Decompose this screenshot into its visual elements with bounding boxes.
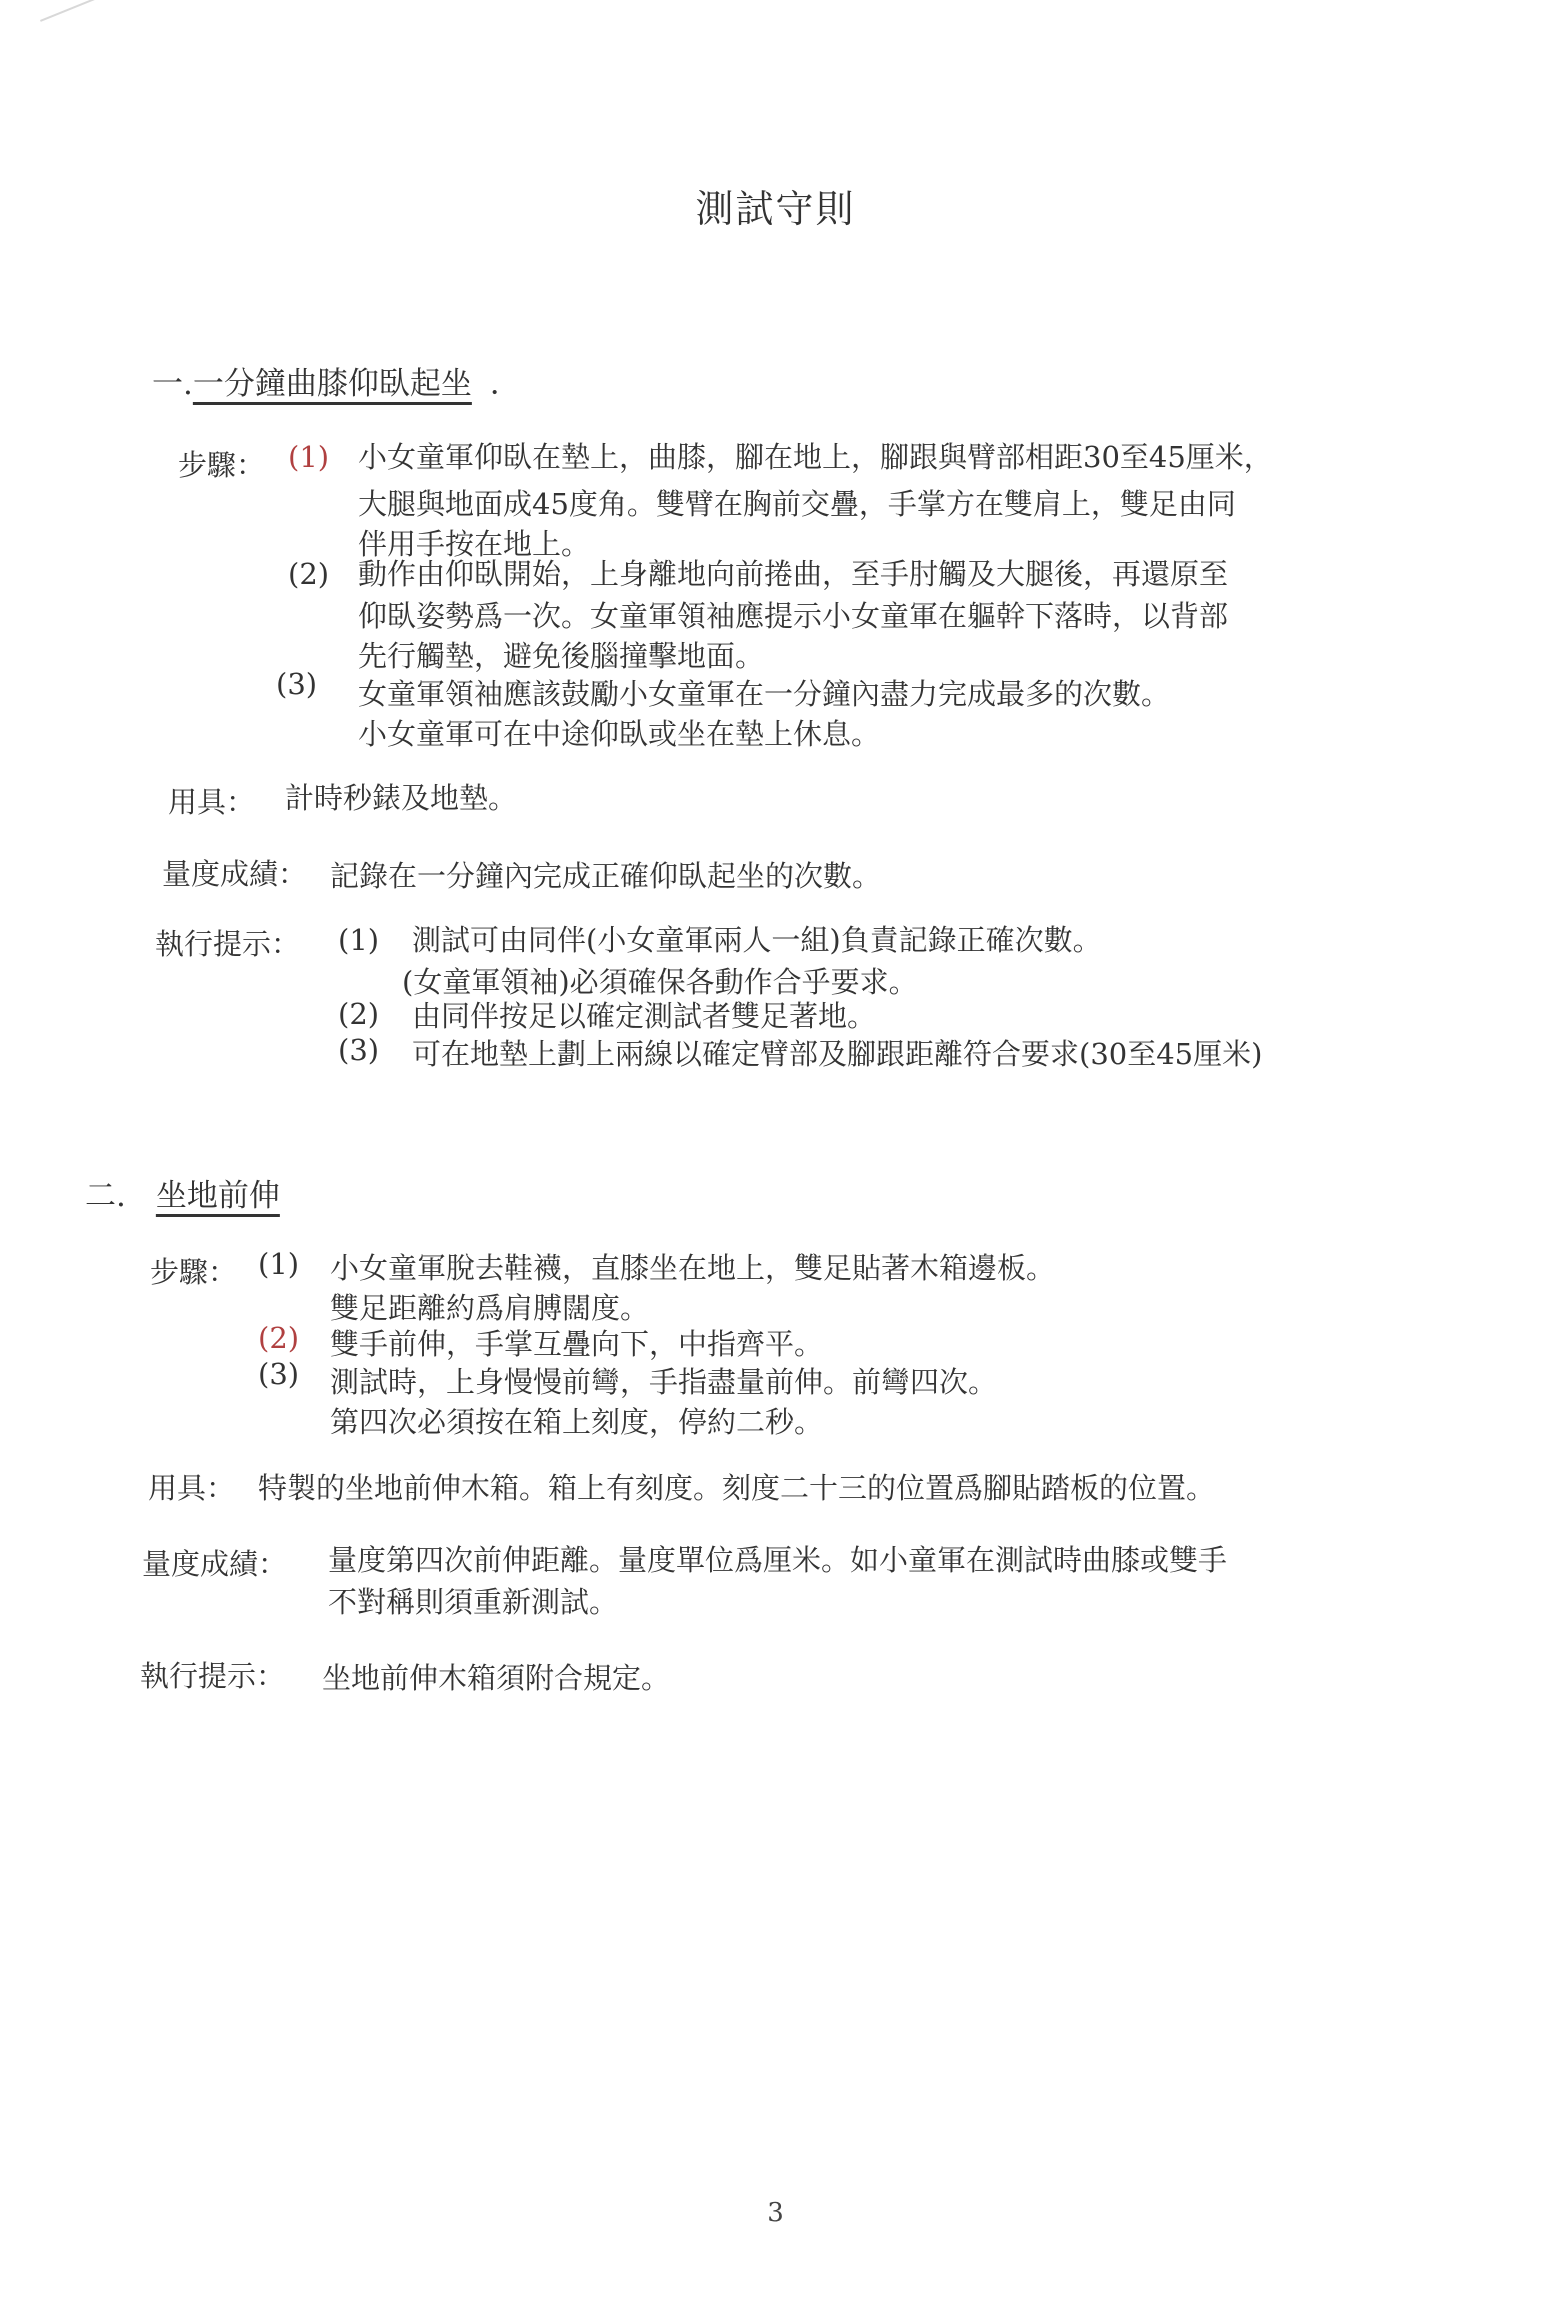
section1-step1-line2: 大腿與地面成45度角。雙臂在胸前交疊，手掌方在雙肩上，雙足由同 xyxy=(358,487,1236,521)
page-number: 3 xyxy=(767,2198,784,2228)
section1-heading-trailer: ． xyxy=(489,366,521,402)
section2-title: 坐地前伸 xyxy=(155,1178,280,1214)
section1-equipment-label: 用具： xyxy=(168,785,256,819)
section1-step1-line3: 伴用手按在地上。 xyxy=(358,527,591,561)
section1-step2-line3: 先行觸墊，避免後腦撞擊地面。 xyxy=(358,639,765,673)
section1-tip3-num: (3) xyxy=(338,1033,380,1067)
section1-tip2-num: (2) xyxy=(338,997,380,1031)
section1-step3-line1: 女童軍領袖應該鼓勵小女童軍在一分鐘內盡力完成最多的次數。 xyxy=(358,677,1171,711)
section1-steps-label: 步驟： xyxy=(178,448,266,482)
section2-score-line1: 量度第四次前伸距離。量度單位爲厘米。如小童軍在測試時曲膝或雙手 xyxy=(328,1543,1228,1577)
section1-step2-line1: 動作由仰臥開始，上身離地向前捲曲，至手肘觸及大腿後，再還原至 xyxy=(358,557,1229,591)
section1-step2-num: (2) xyxy=(288,557,330,591)
section2-step1-num: (1) xyxy=(258,1247,300,1281)
section2-number: 二. xyxy=(85,1178,126,1214)
section2-score-line2: 不對稱則須重新測試。 xyxy=(328,1585,619,1619)
section2-step2-line1: 雙手前伸，手掌互疊向下，中指齊平。 xyxy=(330,1327,824,1361)
section2-tips-label: 執行提示： xyxy=(140,1659,286,1693)
section1-tip1-line1: 測試可由同伴(小女童軍兩人一組)負責記錄正確次數。 xyxy=(412,923,1102,957)
section1-step3-num: (3) xyxy=(276,667,318,701)
section1-tip1-num: (1) xyxy=(338,923,380,957)
section2-heading xyxy=(85,1170,280,1215)
page-title: 測試守則 xyxy=(695,187,856,231)
section1-heading xyxy=(152,358,521,403)
section2-step3-line2: 第四次必須按在箱上刻度，停約二秒。 xyxy=(330,1405,824,1439)
section1-tip3-line1: 可在地墊上劃上兩線以確定臂部及腳跟距離符合要求(30至45厘米) xyxy=(412,1037,1263,1071)
section2-step1-line1: 小女童軍脫去鞋襪，直膝坐在地上，雙足貼著木箱邊板。 xyxy=(330,1251,1056,1285)
section1-step1-num: (1) xyxy=(288,440,330,474)
section2-step3-num: (3) xyxy=(258,1357,300,1391)
scan-edge-mark xyxy=(40,0,189,22)
section2-score-label: 量度成績： xyxy=(142,1547,288,1581)
section1-tip2-line1: 由同伴按足以確定測試者雙足著地。 xyxy=(412,999,877,1033)
section1-step3-line2: 小女童軍可在中途仰臥或坐在墊上休息。 xyxy=(358,717,881,751)
section1-tips-label: 執行提示： xyxy=(155,927,301,961)
section1-number: 一. xyxy=(152,366,193,402)
section1-score: 記錄在一分鐘內完成正確仰臥起坐的次數。 xyxy=(330,859,882,893)
section1-title: 一分鐘曲膝仰臥起坐 xyxy=(192,366,472,402)
section1-tip1-line2: (女童軍領袖)必須確保各動作合乎要求。 xyxy=(402,965,918,999)
section2-equipment: 特製的坐地前伸木箱。箱上有刻度。刻度二十三的位置爲腳貼踏板的位置。 xyxy=(258,1471,1216,1505)
section2-steps-label: 步驟： xyxy=(150,1255,238,1289)
section2-tips: 坐地前伸木箱須附合規定。 xyxy=(322,1661,671,1695)
section2-equipment-label: 用具： xyxy=(148,1471,236,1505)
section1-score-label: 量度成績： xyxy=(162,857,308,891)
section2-step2-num: (2) xyxy=(258,1321,300,1355)
section1-equipment: 計時秒錶及地墊。 xyxy=(285,781,518,815)
section1-step2-line2: 仰臥姿勢爲一次。女童軍領袖應提示小女童軍在軀幹下落時，以背部 xyxy=(358,599,1229,633)
section2-step3-line1: 測試時，上身慢慢前彎，手指盡量前伸。前彎四次。 xyxy=(330,1365,998,1399)
section1-step1-line1: 小女童軍仰臥在墊上，曲膝，腳在地上，腳跟與臂部相距30至45厘米， xyxy=(358,440,1273,474)
section2-step1-line2: 雙足距離約爲肩膊闊度。 xyxy=(330,1291,650,1325)
